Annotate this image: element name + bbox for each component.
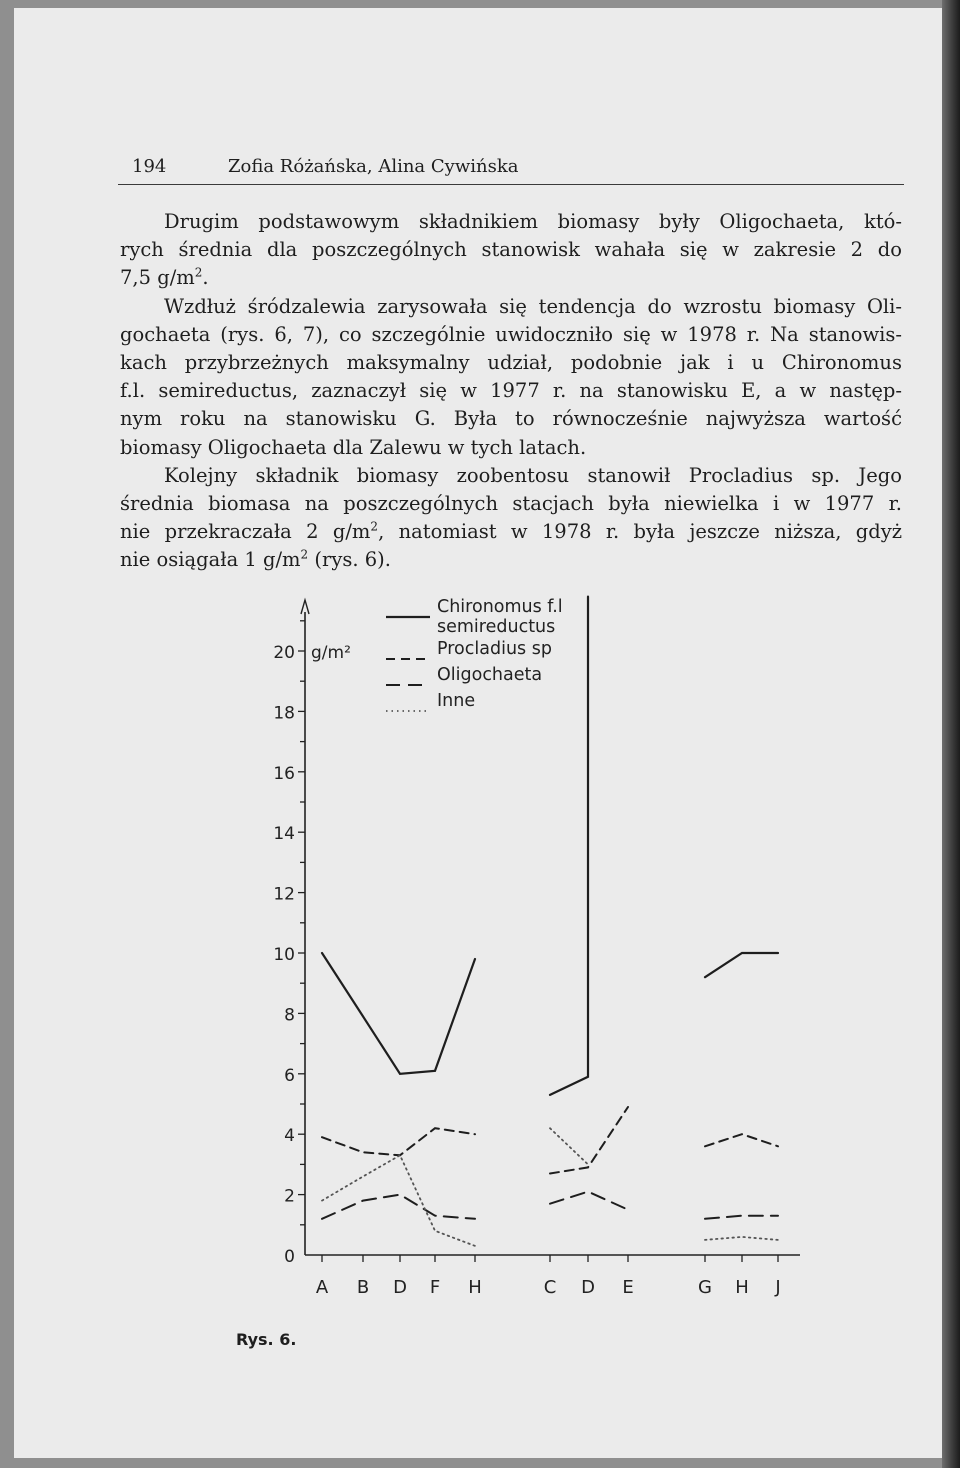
x-tick-label: B xyxy=(356,1277,370,1298)
text-line: Kolejny składnik biomasy zoobentosu stanowił Procladius sp. Jego xyxy=(164,463,902,487)
legend-label: Oligochaeta xyxy=(437,665,543,685)
chart-legend xyxy=(386,597,563,711)
x-tick-label: D xyxy=(581,1277,595,1298)
legend-label: Chironomus f.l xyxy=(437,597,563,617)
text-line: Wzdłuż śródzalewia zarysowała się tendencja do wzrostu biomasy Oli- xyxy=(164,294,902,318)
chart-axes xyxy=(273,600,800,1267)
text-line: nym roku na stanowisku G. Była to równocześnie najwyższa wartość xyxy=(120,407,902,431)
chart-series xyxy=(322,597,778,1246)
series-line-dotted xyxy=(705,1237,778,1240)
series-line-solid xyxy=(705,953,778,977)
y-axis-arrow xyxy=(301,600,309,614)
x-tick-label: C xyxy=(543,1277,557,1298)
x-tick-label: D xyxy=(393,1277,407,1298)
y-axis-unit-label: g/m² xyxy=(311,643,351,663)
y-tick-label: 12 xyxy=(273,884,295,905)
series-line-solid xyxy=(322,953,475,1074)
legend-label: Procladius sp xyxy=(437,639,552,659)
x-axis-labels xyxy=(316,1277,781,1298)
x-tick-label: H xyxy=(468,1277,482,1298)
x-tick-label: E xyxy=(622,1277,634,1298)
text-line: rych średnia dla poszczególnych stanowisk wahała się w zakresie 2 do xyxy=(120,238,902,262)
text-line: nie przekraczała 2 $g/m^2$, natomiast w 1978 r. była jeszcze niższa, gdyż xyxy=(120,519,903,544)
text-line: 7,5 $g/m^2$. xyxy=(120,265,209,290)
series-line-dashed xyxy=(705,1134,778,1146)
text-line: średnia biomasa na poszczególnych stacjach była niewielka i w 1977 r. xyxy=(120,492,902,516)
y-tick-label: 0 xyxy=(284,1247,295,1267)
y-tick-label: 4 xyxy=(284,1126,295,1147)
y-tick-label: 2 xyxy=(284,1186,295,1207)
y-tick-label: 20 xyxy=(273,643,295,663)
legend-label: semireductus xyxy=(437,617,556,637)
y-tick-label: 16 xyxy=(273,763,295,784)
y-tick-label: 18 xyxy=(273,703,295,724)
legend-label: Inne xyxy=(437,691,476,711)
page-number: 194 xyxy=(132,156,167,177)
series-line-long-dashed xyxy=(322,1195,475,1219)
text-line: gochaeta (rys. 6, 7), co szczególnie uwidoczniło się w 1978 r. Na stanowis- xyxy=(120,322,902,346)
y-tick-label: 6 xyxy=(284,1065,295,1086)
figure-caption: Rys. 6. xyxy=(236,1330,297,1349)
series-line-dotted xyxy=(322,1155,475,1246)
x-tick-label: F xyxy=(429,1277,441,1298)
text-line: biomasy Oligochaeta dla Zalewu w tych latach. xyxy=(120,435,587,459)
series-line-dashed xyxy=(322,1128,475,1155)
y-tick-label: 8 xyxy=(284,1005,295,1026)
series-line-long-dashed xyxy=(705,1216,778,1219)
text-line: f.l. semireductus, zaznaczył się w 1977 r. na stanowisku E, a w następ- xyxy=(120,379,902,403)
series-line-solid xyxy=(550,597,588,1095)
text-line: kach przybrzeżnych maksymalny udział, podobnie jak i u Chironomus xyxy=(120,351,902,375)
x-tick-label: J xyxy=(775,1277,781,1298)
x-tick-label: A xyxy=(315,1277,329,1298)
y-tick-label: 14 xyxy=(273,824,295,845)
text-line: nie osiągała 1 $g/m^2$ (rys. 6). xyxy=(120,547,391,572)
series-line-dotted xyxy=(550,1128,588,1164)
text-line: Drugim podstawowym składnikiem biomasy były Oligochaeta, któ- xyxy=(164,210,902,233)
x-tick-label: G xyxy=(698,1277,712,1298)
x-tick-label: H xyxy=(735,1277,749,1298)
running-header-authors: Zofia Różańska, Alina Cywińska xyxy=(228,156,519,177)
series-line-long-dashed xyxy=(550,1192,628,1210)
y-tick-label: 10 xyxy=(273,945,295,965)
